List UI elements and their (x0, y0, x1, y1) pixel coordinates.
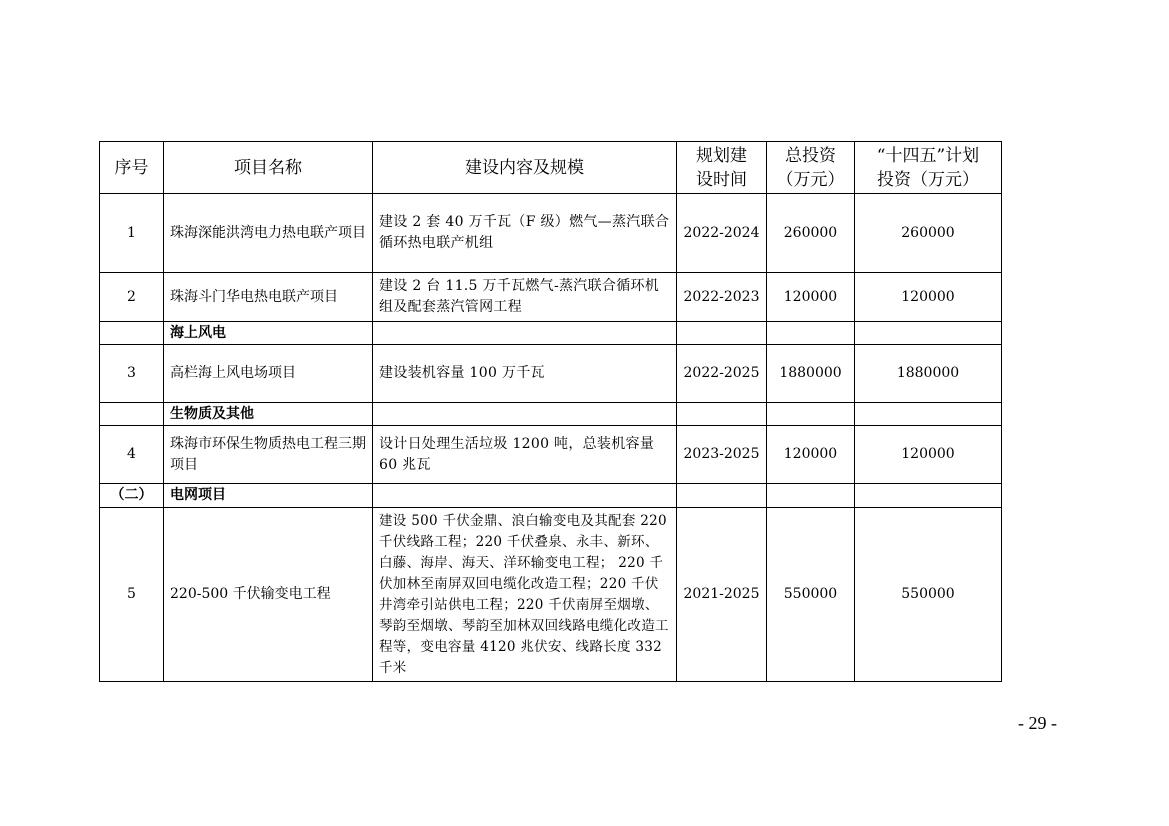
cell-period: 2021-2025 (677, 508, 767, 682)
header-content: 建设内容及规模 (373, 142, 677, 194)
header-name: 项目名称 (164, 142, 373, 194)
cell-total: 120000 (767, 426, 855, 484)
cell-no: 2 (100, 273, 164, 322)
cell-plan (855, 322, 1002, 345)
cell-content: 设计日处理生活垃圾 1200 吨，总装机容量 60 兆瓦 (373, 426, 677, 484)
section-row (100, 403, 1002, 426)
header-total-line-2: （万元） (776, 169, 845, 190)
cell-total: 1880000 (767, 345, 855, 403)
cell-plan (855, 484, 1002, 508)
cell-total (767, 322, 855, 345)
cell-total: 550000 (767, 508, 855, 682)
section-row (100, 484, 1002, 508)
header-plan (855, 142, 1002, 194)
header-total (767, 142, 855, 194)
cell-content (373, 403, 677, 426)
cell-name: 珠海市环保生物质热电工程三期项目 (164, 426, 373, 484)
page-number: - 29 - (1018, 713, 1057, 733)
header-row (100, 142, 1002, 194)
header-period-line-1: 规划建 (696, 145, 747, 166)
section-title: 电网项目 (164, 484, 373, 508)
cell-plan: 1880000 (855, 345, 1002, 403)
cell-content (373, 322, 677, 345)
cell-plan (855, 403, 1002, 426)
cell-no: 3 (100, 345, 164, 403)
cell-period: 2022-2024 (677, 194, 767, 273)
cell-period: 2022-2023 (677, 273, 767, 322)
cell-no: 4 (100, 426, 164, 484)
cell-name: 220-500 千伏输变电工程 (164, 508, 373, 682)
cell-no (100, 322, 164, 345)
header-total-line-1: 总投资 (785, 145, 836, 166)
header-period-line-2: 设时间 (696, 169, 747, 190)
cell-period: 2023-2025 (677, 426, 767, 484)
section-title: 生物质及其他 (164, 403, 373, 426)
table-row (100, 273, 1002, 322)
cell-period (677, 322, 767, 345)
header-plan-line-1: “十四五”计划 (876, 145, 980, 166)
cell-plan: 120000 (855, 426, 1002, 484)
section-title: 海上风电 (164, 322, 373, 345)
cell-name: 珠海深能洪湾电力热电联产项目 (164, 194, 373, 273)
cell-no (100, 403, 164, 426)
cell-plan: 120000 (855, 273, 1002, 322)
cell-name: 珠海斗门华电热电联产项目 (164, 273, 373, 322)
cell-total (767, 484, 855, 508)
section-no: （二） (100, 484, 164, 508)
header-plan-line-2: 投资（万元） (877, 169, 979, 190)
table-row (100, 426, 1002, 484)
header-period (677, 142, 767, 194)
cell-period (677, 403, 767, 426)
header-no: 序号 (100, 142, 164, 194)
cell-total: 260000 (767, 194, 855, 273)
section-row (100, 322, 1002, 345)
cell-period: 2022-2025 (677, 345, 767, 403)
cell-plan: 260000 (855, 194, 1002, 273)
cell-content (373, 484, 677, 508)
cell-no: 5 (100, 508, 164, 682)
cell-total: 120000 (767, 273, 855, 322)
cell-content: 建设装机容量 100 万千瓦 (373, 345, 677, 403)
cell-name: 高栏海上风电场项目 (164, 345, 373, 403)
table-row (100, 345, 1002, 403)
table-row (100, 508, 1002, 682)
table-row (100, 194, 1002, 273)
cell-period (677, 484, 767, 508)
cell-content: 建设 2 台 11.5 万千瓦燃气-蒸汽联合循环机组及配套蒸汽管网工程 (373, 273, 677, 322)
cell-content: 建设 2 套 40 万千瓦（F 级）燃气—蒸汽联合循环热电联产机组 (373, 194, 677, 273)
project-table (99, 141, 1002, 682)
cell-no: 1 (100, 194, 164, 273)
cell-plan: 550000 (855, 508, 1002, 682)
cell-total (767, 403, 855, 426)
cell-content: 建设 500 千伏金鼎、浪白输变电及其配套 220 千伏线路工程；220 千伏叠泉、永丰、新环、白藤、海岸、海天、洋环输变电工程； 220 千伏加林至南屏双回电缆化改造工程；220 千伏井湾牵引站供电工程；220 千伏南屏至烟墩、琴韵至烟墩、琴韵至加林双回线路电缆化改造工程等，变电容量 4120 兆伏安、线路长度 332 千米 (373, 508, 677, 682)
